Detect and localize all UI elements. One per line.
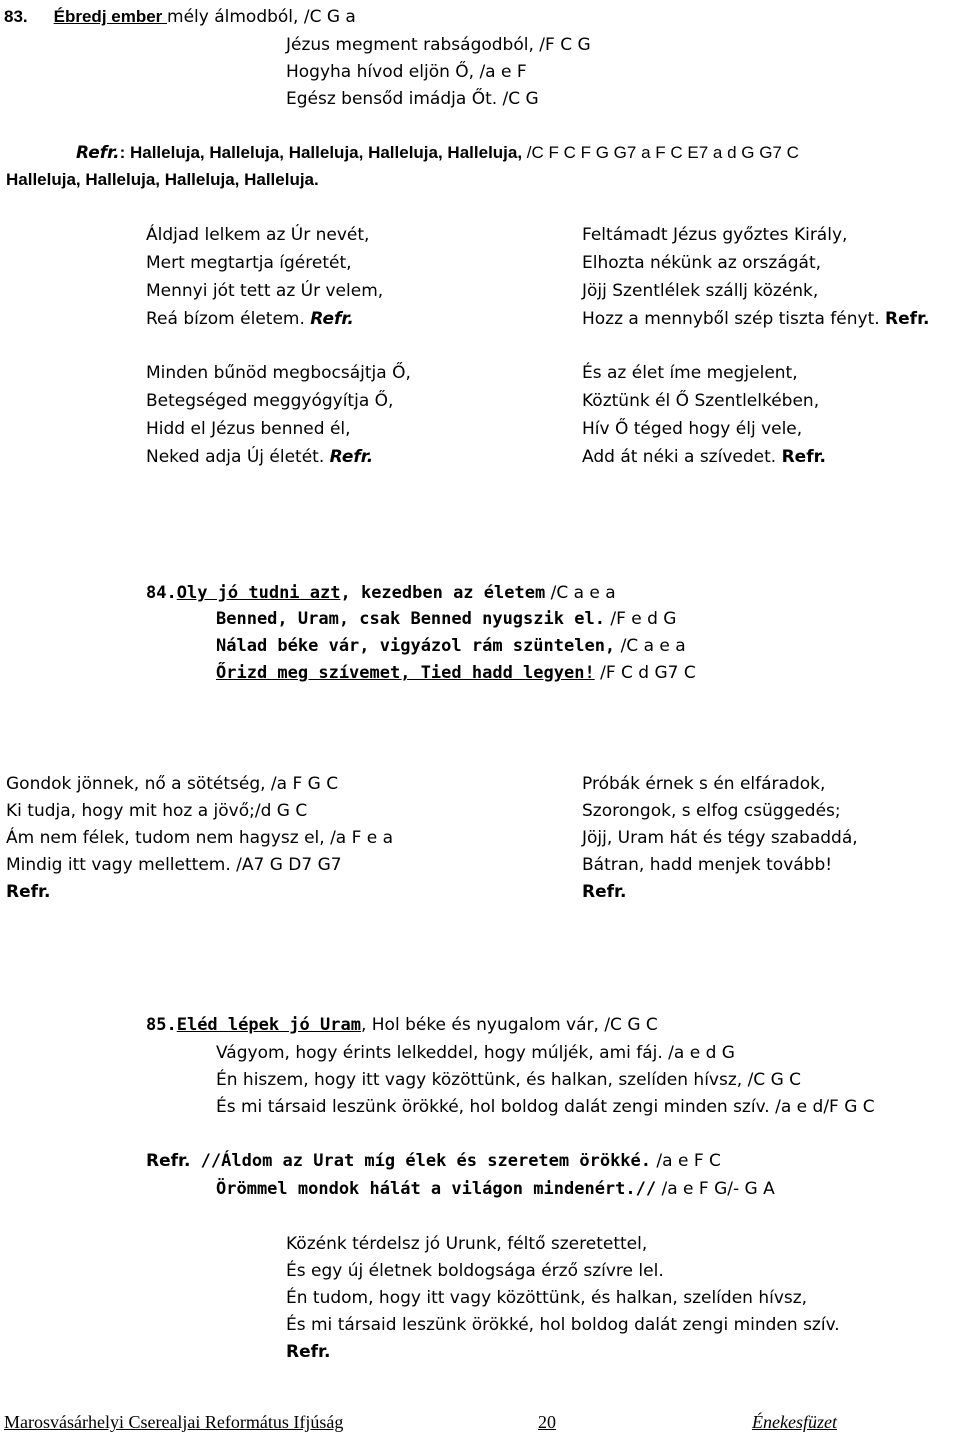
lyric-line: , kezedben az életem xyxy=(340,583,546,603)
lyric-line: Feltámadt Jézus győztes Király, xyxy=(582,225,848,245)
lyric-line: Jöjj Szentlélek szállj közénk, xyxy=(582,281,819,301)
lyric-line: Reá bízom életem. Refr. xyxy=(146,309,354,329)
lyric-line: Nálad béke vár, vigyázol rám szüntelen, /C a e a xyxy=(216,636,686,656)
refrain-text: : Halleluja, Halleluja, Halleluja, Halleluja, Halleluja, xyxy=(119,143,523,162)
song-number: 85. xyxy=(146,1015,177,1035)
lyric-line: Betegséged meggyógyítja Ő, xyxy=(146,391,394,411)
lyric-line: Minden bűnöd megbocsájtja Ő, xyxy=(146,363,411,383)
lyric-line: Bátran, hadd menjek tovább! xyxy=(582,855,833,875)
chords: /a e F C xyxy=(651,1151,721,1171)
chords: /F e d G xyxy=(604,609,677,629)
lyric-line: Én tudom, hogy itt vagy közöttünk, és halkan, szelíden hívsz, xyxy=(286,1288,808,1308)
chords: /C F C F G G7 a F C E7 a d G G7 C xyxy=(522,143,799,162)
lyric-line: Próbák érnek s én elfáradok, xyxy=(582,774,826,794)
chords: /F C d G7 C xyxy=(594,663,696,683)
refrain-label: Refr. xyxy=(146,1151,191,1171)
song-83-title-line xyxy=(4,4,356,30)
lyric-line: Mindig itt vagy mellettem. /A7 G D7 G7 xyxy=(6,855,342,875)
song-title: Eléd lépek jó Uram xyxy=(176,1015,361,1035)
lyric-line: Én hiszem, hogy itt vagy közöttünk, és halkan, szelíden hívsz, /C G C xyxy=(216,1070,802,1090)
refrain-marker: Refr. xyxy=(885,309,930,329)
lyric-line: , Hol béke és nyugalom vár, /C G C xyxy=(360,1015,658,1035)
song-84-title-line xyxy=(146,580,616,607)
song-85-title-line xyxy=(146,1012,658,1039)
lyric-line: Hogyha hívod eljön Ő, /a e F xyxy=(286,62,527,82)
refrain-marker: Refr. xyxy=(781,447,827,467)
lyric-line: Hív Ő téged hogy élj vele, xyxy=(582,419,803,439)
lyric-line: mély álmodból, /C G a xyxy=(167,7,356,27)
lyric-line: Hozz a mennyből szép tiszta fényt. Refr. xyxy=(582,309,930,329)
lyric-line: Vágyom, hogy érints lelkeddel, hogy múljék, ami fáj. /a e d G xyxy=(216,1043,735,1063)
lyric-line: Mennyi jót tett az Úr velem, xyxy=(146,281,384,301)
lyric-line: Köztünk él Ő Szentlelkében, xyxy=(582,391,820,411)
lyric-line: Gondok jönnek, nő a sötétség, /a F G C xyxy=(6,774,339,794)
refrain-label: Refr. xyxy=(76,143,120,163)
chords: /C a e a xyxy=(615,636,686,656)
lyric-line: Neked adja Új életét. Refr. xyxy=(146,447,374,467)
page-number: 20 xyxy=(538,1412,556,1432)
lyric-line: Őrizd meg szívemet, Tied hadd legyen! /F C d G7 C xyxy=(216,663,696,683)
lyric-line: És mi társaid leszünk örökké, hol boldog dalát zengi minden szív. xyxy=(286,1315,840,1335)
lyric-line: És az élet íme megjelent, xyxy=(582,363,798,383)
chords: /C a e a xyxy=(545,583,616,603)
lyric-line: Ki tudja, hogy mit hoz a jövő;/d G C xyxy=(6,801,308,821)
lyric-line: Áldjad lelkem az Úr nevét, xyxy=(146,225,370,245)
refrain-line: Refr. //Áldom az Urat míg élek és szeretem örökké. /a e F C xyxy=(146,1151,721,1171)
refrain-line: Halleluja, Halleluja, Halleluja, Halleluja. xyxy=(6,170,319,189)
lyric-line: Egész bensőd imádja Őt. /C G xyxy=(286,89,539,109)
lyric-line: Add át néki a szívedet. Refr. xyxy=(582,447,827,467)
footer-left: Marosvásárhelyi Cserealjai Református Ifjúság xyxy=(4,1412,344,1432)
lyric-line: Ám nem félek, tudom nem hagysz el, /a F e a xyxy=(6,828,394,848)
lyric-line: Hidd el Jézus benned él, xyxy=(146,419,351,439)
refrain-line xyxy=(76,140,799,166)
lyric-line: Mert megtartja ígéretét, xyxy=(146,253,352,273)
lyric-line: És egy új életnek boldogsága érző szívre lel. xyxy=(286,1261,664,1281)
song-number: 83. xyxy=(4,7,28,26)
lyric-line: Benned, Uram, csak Benned nyugszik el. /F e d G xyxy=(216,609,677,629)
refrain-marker: Refr. xyxy=(329,447,374,467)
lyric-line: Jöjj, Uram hát és tégy szabaddá, xyxy=(582,828,858,848)
song-number: 84. xyxy=(146,583,177,603)
refrain-marker: Refr. xyxy=(6,882,51,902)
lyric-line: Közénk térdelsz jó Urunk, féltő szeretettel, xyxy=(286,1234,648,1254)
song-title: Oly jó tudni azt xyxy=(176,583,341,603)
lyric-line: És mi társaid leszünk örökké, hol boldog dalát zengi minden szív. /a e d/F G C xyxy=(216,1097,875,1117)
refrain-marker: Refr. xyxy=(582,882,627,902)
lyric-line: Jézus megment rabságodból, /F C G xyxy=(286,35,591,55)
refrain-marker: Refr. xyxy=(286,1342,331,1362)
lyric-line: Elhozta nékünk az országát, xyxy=(582,253,822,273)
song-title: Ébredj ember xyxy=(53,7,168,26)
chords: /a e F G/- G A xyxy=(656,1179,775,1199)
refrain-line: Örömmel mondok hálát a világon mindenért.// /a e F G/- G A xyxy=(216,1179,775,1199)
lyric-line: Szorongok, s elfog csüggedés; xyxy=(582,801,841,821)
footer-right: Énekesfüzet xyxy=(752,1412,837,1432)
refrain-marker: Refr. xyxy=(310,309,354,329)
